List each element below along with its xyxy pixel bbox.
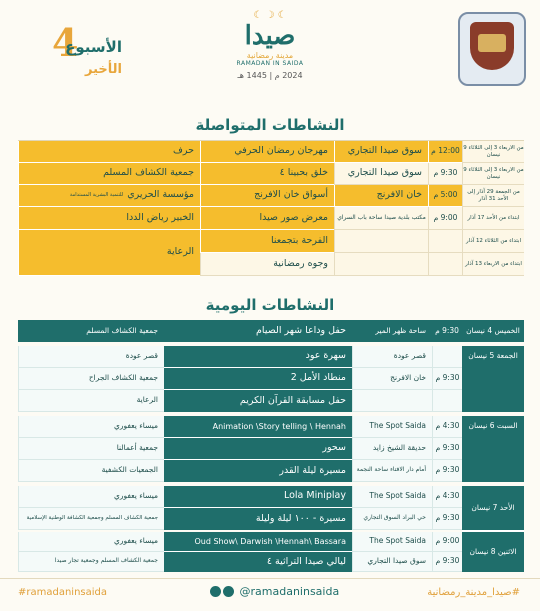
activity-cell: خلق بحبينا ٤ [200, 163, 334, 185]
place-cell: قصر عودة [352, 346, 432, 368]
activity-cell: منطاد الأمل 2 [164, 368, 352, 390]
activity-cell: ليالي صيدا التراثية ٤ [164, 552, 352, 572]
org-cell: الرعاية [18, 230, 200, 276]
ramadan-in-saida-brand [190, 10, 350, 100]
saida-municipality-logo [458, 12, 526, 86]
place-cell: سوق صيدا التجاري [352, 552, 432, 572]
date-cell: من الاربعاء 3 إلى الثلاثاء 9 نيسان [462, 163, 524, 185]
brand-year: 2024 م | 1445 هـ [237, 71, 303, 80]
org-cell: قصر عودة [18, 346, 164, 368]
brand-latin: RAMADAN IN SAIDA [236, 60, 304, 67]
place-cell: The Spot Saida [352, 486, 432, 508]
week-last: الأخير [85, 62, 122, 77]
shield-icon [470, 22, 514, 70]
place-cell: حي البراد السوق التجاري [352, 508, 432, 530]
org-cell: جمعية الكشاف المسلم وجمعية الكشافة الوطنية الإسلامية [18, 508, 164, 530]
brand-title: صيدا [244, 21, 296, 51]
time-cell: 5:00 م [428, 185, 462, 207]
day-cell: الأحد 7 نيسان [462, 486, 524, 530]
table-row [18, 253, 524, 276]
activity-cell: مسيرة - ١٠٠ ليلة وليلة [164, 508, 352, 530]
social-handle[interactable] [210, 585, 339, 598]
table-row [18, 207, 524, 230]
place-cell: خان الافرنج [334, 185, 428, 207]
org-cell: ميساء يعفوري [18, 416, 164, 438]
activity-cell: سحور [164, 438, 352, 460]
time-cell: 9:00 م [432, 532, 462, 552]
place-cell [334, 253, 428, 276]
place-cell [352, 390, 432, 412]
time-cell: 9:30 م [432, 552, 462, 572]
time-cell: 9:30 م [432, 508, 462, 530]
org-cell: جمعية الكشاف المسلم [18, 320, 164, 342]
time-cell: 9:30 م [432, 460, 462, 482]
table-row [18, 185, 524, 207]
org-cell: جمعية الكشاف الجراح [18, 368, 164, 390]
activity-cell: أسواق خان الافرنج [200, 185, 334, 207]
brand-subtitle: مدينة رمضانية [246, 51, 294, 60]
date-cell: ابتداء من الاربعاء 13 آذار [462, 253, 524, 276]
org-cell: الخبير رياض الددا [18, 207, 200, 230]
time-cell [428, 253, 462, 276]
day-cell: الاثنين 8 نيسان [462, 530, 524, 572]
date-cell: ابتداء من الثلاثاء 12 آذار [462, 230, 524, 253]
place-cell: The Spot Saida [352, 532, 432, 552]
place-cell: The Spot Saida [352, 416, 432, 438]
time-cell: 9:30 م [432, 320, 462, 342]
org-cell: الرعاية [18, 390, 164, 412]
activity-cell: وجوه رمضانية [200, 253, 334, 276]
org-cell: جمعية الكشاف المسلم [18, 163, 200, 185]
place-cell: أمام دار الافتاء ساحة النجمة [352, 460, 432, 482]
facebook-icon[interactable] [210, 586, 221, 597]
place-cell: سوق صيدا التجاري [334, 141, 428, 163]
activity-cell: حفل مسابقة القرآن الكريم [164, 390, 352, 412]
org-cell: جمعية أعمالنا [18, 438, 164, 460]
activity-cell: Lola Miniplay [164, 486, 352, 508]
footer [0, 578, 540, 611]
activity-cell: الفرحة بتجمعنا [200, 230, 334, 253]
day-cell: السبت 6 نيسان [462, 416, 524, 482]
time-cell [432, 390, 462, 412]
org-cell: ميساء يعفوري [18, 486, 164, 508]
org-cell: جمعية الكشاف المسلم وجمعية تجار صيدا [18, 552, 164, 572]
place-cell: حديقة الشيخ زايد [352, 438, 432, 460]
hashtag-left[interactable]: #ramadaninsaida [18, 587, 108, 598]
activity-cell: Animation \Story telling \ Hennah [164, 416, 352, 438]
activity-cell: مسيرة ليلة القدر [164, 460, 352, 482]
ongoing-title: النشاطات المتواصلة [195, 116, 345, 134]
hashtag-right[interactable]: #صيدا_مدينة_رمضانية [427, 587, 520, 598]
org-name: مؤسسة الحريري [127, 189, 194, 201]
week-number: 4 [52, 20, 79, 65]
date-cell: من الاربعاء 3 إلى الثلاثاء 9 نيسان [462, 141, 524, 163]
instagram-icon[interactable] [223, 586, 234, 597]
crescent-icon: ☾ ☽ ☾ [253, 10, 287, 21]
table-row [18, 141, 524, 163]
place-cell: خان الافرنج [352, 368, 432, 390]
time-cell [432, 346, 462, 368]
header [0, 0, 540, 100]
activity-cell: مهرجان رمضان الحرفي [200, 141, 334, 163]
table-row [18, 163, 524, 185]
time-cell: 9:30 م [428, 163, 462, 185]
place-cell: ساحة ظهر المير [352, 320, 432, 342]
place-cell [334, 230, 428, 253]
org-cell [18, 185, 200, 207]
date-cell: من الجمعة 29 آذار إلى الأحد 31 آذار [462, 185, 524, 207]
org-note: للتنمية البشرية المستدامة [69, 191, 124, 198]
org-cell: الجمعيات الكشفية [18, 460, 164, 482]
ongoing-table [18, 140, 524, 276]
org-cell: ميساء يعفوري [18, 532, 164, 552]
social-handle-text: @ramadaninsaida [239, 585, 340, 598]
time-cell: 4:30 م [432, 486, 462, 508]
date-cell: ابتداء من الأحد 17 آذار [462, 207, 524, 230]
org-cell: حرف [18, 141, 200, 163]
time-cell: 12:00 م [428, 141, 462, 163]
time-cell: 4:30 م [432, 416, 462, 438]
day-cell: الجمعة 5 نيسان [462, 346, 524, 412]
activity-cell: سهرة عود [164, 346, 352, 368]
time-cell: 9:00 م [428, 207, 462, 230]
daily-table [18, 320, 524, 572]
week-label: الأسبوع [65, 38, 122, 56]
place-cell: مكتب بلدية صيدا ساحة باب السراي [334, 207, 428, 230]
day-cell: الخميس 4 نيسان [462, 320, 524, 342]
week-badge [18, 20, 128, 86]
activity-cell: معرض صور صيدا [200, 207, 334, 230]
time-cell: 9:30 م [432, 368, 462, 390]
time-cell [428, 230, 462, 253]
table-row [18, 230, 524, 258]
time-cell: 9:30 م [432, 438, 462, 460]
activity-cell: حفل وداعا شهر الصيام [164, 320, 352, 342]
place-cell: سوق صيدا التجاري [334, 163, 428, 185]
daily-title: النشاطات اليومية [205, 296, 335, 314]
activity-cell: Oud Show\ Darwish \Hennah\ Bassara [164, 532, 352, 552]
